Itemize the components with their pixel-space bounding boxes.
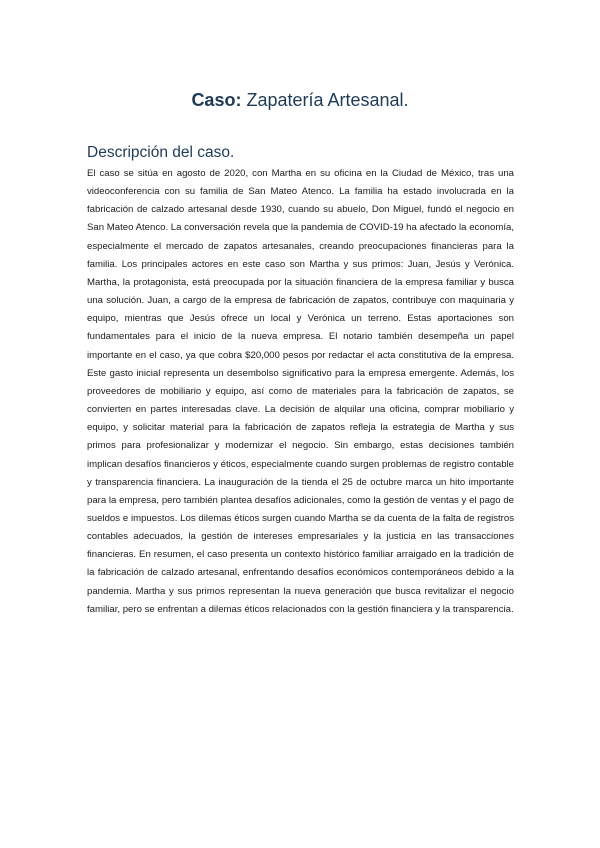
title-text: Zapatería Artesanal. xyxy=(241,90,409,110)
document-title xyxy=(0,88,600,112)
case-description-paragraph: El caso se sitúa en agosto de 2020, con Martha en su oficina en la Ciudad de México, tras una videoconferencia con su familia de San Mateo Atenco. La familia ha estado involucrada en la fabricación de calzado artesanal desde 1930, cuando su abuelo, Don Miguel, fundó el negocio en San Mateo Atenco. La conversación revela que la pandemia de COVID-19 ha afectado la economía, especialmente el mercado de zapatos artesanales, creando preocupaciones financieras para la familia. Los principales actores en este caso son Martha y sus primos: Juan, Jesús y Verónica. Martha, la protagonista, está preocupada por la situación financiera de la empresa familiar y busca una solución. Juan, a cargo de la empresa de fabricación de zapatos, contribuye con maquinaria y equipo, mientras que Jesús ofrece un local y Verónica un terreno. Estas aportaciones son fundamentales para el inicio de la nueva empresa. El notario también desempeña un papel importante en el caso, ya que cobra $20,000 pesos por redactar el acta constitutiva de la empresa. Este gasto inicial representa un desembolso significativo para la empresa emergente. Además, los proveedores de mobiliario y equipo, así como de materiales para la fabricación de zapatos, se convierten en partes interesadas clave. La decisión de alquilar una oficina, comprar mobiliario y equipo, y solicitar material para la fabricación de zapatos refleja la estrategia de Martha y sus primos para profesionalizar y modernizar el negocio. Sin embargo, estas decisiones también implican desafíos financieros y éticos, especialmente cuando surgen problemas de registro contable y transparencia financiera. La inauguración de la tienda el 25 de octubre marca un hito importante para la empresa, pero también plantea desafíos adicionales, como la gestión de ventas y el pago de sueldos e impuestos. Los dilemas éticos surgen cuando Martha se da cuenta de la falta de registros contables adecuados, la gestión de intereses empresariales y la justicia en las transacciones financieras. En resumen, el caso presenta un contexto histórico familiar arraigado en la tradición de la fabricación de calzado artesanal, enfrentando desafíos económicos contemporáneos debido a la pandemia. Martha y sus primos representan la nueva generación que busca revitalizar el negocio familiar, pero se enfrentan a dilemas éticos relacionados con la gestión financiera y la transparencia. xyxy=(87,168,514,615)
section-heading: Descripción del caso. xyxy=(87,144,235,161)
title-label: Caso: xyxy=(191,90,242,110)
